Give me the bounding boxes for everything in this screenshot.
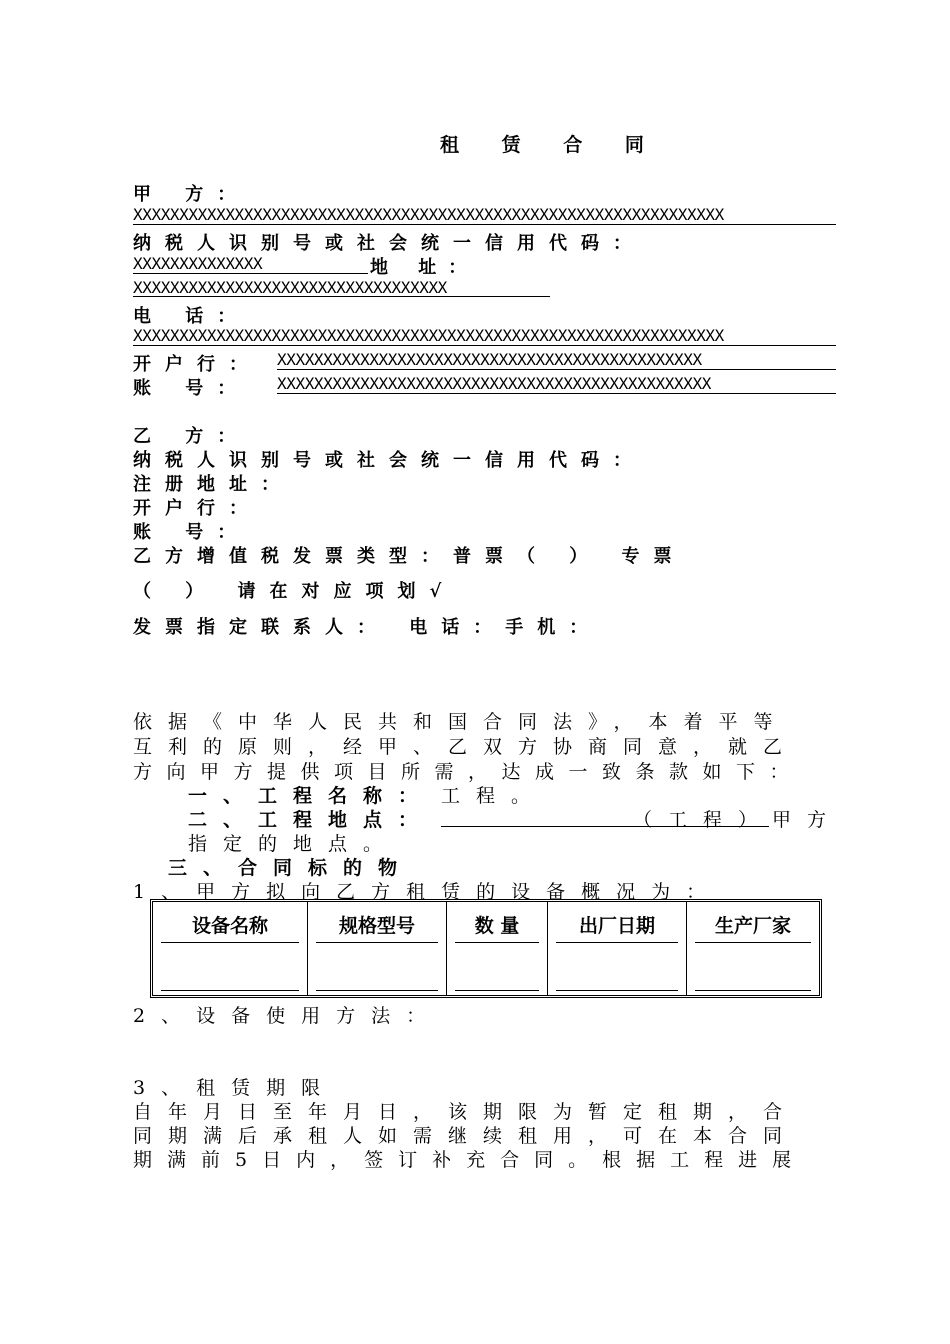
party-b-address-label: 注册地址： [133,474,293,495]
party-b-label: 乙 方： [133,426,250,447]
table-header-cell: 规格型号 [308,902,447,946]
section-1-value: 工程。 [441,785,547,807]
section-3-label: 三、合同标的物 [168,857,414,879]
invoice-tick-instruction: （ ） 请在对应项划√ [133,581,456,602]
intro-line-1: 依据《中华人民共和国合同法》，本着平等 [133,711,789,733]
section-2-label: 二、工程地点： [188,809,434,831]
section-2-project: （工程） [633,809,774,831]
party-b-bank-label: 开户行： [133,498,261,519]
table-header-cell: 生产厂家 [687,902,819,946]
party-a-bank-underline [277,369,836,370]
table-row [153,946,819,995]
party-a-account-value: XXXXXXXXXXXXXXXXXXXXXXXXXXXXXXXXXXXXXXXXXXXXXXX [277,374,711,393]
party-a-tax-label: 纳税人识别号或社会统一信用代码： [133,233,645,254]
party-a-phone-label: 电 话： [133,306,250,327]
party-a-tax-underline [133,273,368,274]
item-2: 2、设备使用方法： [133,1005,442,1027]
intro-line-3: 方向甲方提供项目所需，达成一致条款如下： [133,761,804,783]
party-b-tax-label: 纳税人识别号或社会统一信用代码： [133,450,645,471]
party-a-tax-value: XXXXXXXXXXXXXX [133,254,263,273]
table-cell [687,946,819,995]
section-2-line-2: 指定的地点。 [188,833,399,855]
section-1-label: 一、工程名称： [188,785,434,807]
table-cell [308,946,447,995]
party-a-phone-underline [133,345,836,346]
equipment-table [150,899,822,998]
table-header-cell: 出厂日期 [548,902,687,946]
table-cell [153,946,308,995]
table-header-cell: 数 量 [447,902,548,946]
party-a-underline [133,224,836,225]
party-a-phone-value: XXXXXXXXXXXXXXXXXXXXXXXXXXXXXXXXXXXXXXXXXXXXXXXXXXXXXXXXXXXXXXXX [133,326,724,345]
party-a-account-underline [277,393,836,394]
section-2-party: 甲方 [772,809,843,831]
party-a-bank-value: XXXXXXXXXXXXXXXXXXXXXXXXXXXXXXXXXXXXXXXXXXXXXX [277,350,702,369]
term-line-2: 同期满后承租人如需继续租用，可在本合同 [133,1125,799,1147]
table-header-cell: 设备名称 [153,902,308,946]
term-line-1: 自年月日至年月日，该期限为暂定租期，合 [133,1101,799,1123]
item-1: 1、甲方拟向乙方租赁的设备概况为： [133,881,722,903]
party-a-address-value: XXXXXXXXXXXXXXXXXXXXXXXXXXXXXXXXXX [133,278,447,297]
party-a-bank-label: 开户行： [133,354,261,375]
party-b-account-label: 账 号： [133,522,250,543]
item-3: 3、租赁期限 [133,1077,337,1099]
party-a-value: XXXXXXXXXXXXXXXXXXXXXXXXXXXXXXXXXXXXXXXXXXXXXXXXXXXXXXXXXXXXXXXX [133,205,724,224]
party-a-address-label: 地 址： [370,257,479,278]
invoice-type: 乙方增值税发票类型：普票（ ） 专票 [133,546,686,567]
party-a-address-underline [133,296,550,297]
document-title: 租 赁 合 同 [440,134,662,156]
invoice-contact: 发票指定联系人： 电话：手机： [133,617,602,638]
intro-line-2: 互利的原则，经甲、乙双方协商同意，就乙 [133,736,799,758]
party-a-label: 甲 方： [133,184,250,205]
table-header-row [153,902,819,946]
party-a-account-label: 账 号： [133,378,250,399]
term-line-3: 期满前5日内，签订补充合同。根据工程进展 [133,1149,807,1171]
table-cell [447,946,548,995]
table-cell [548,946,687,995]
